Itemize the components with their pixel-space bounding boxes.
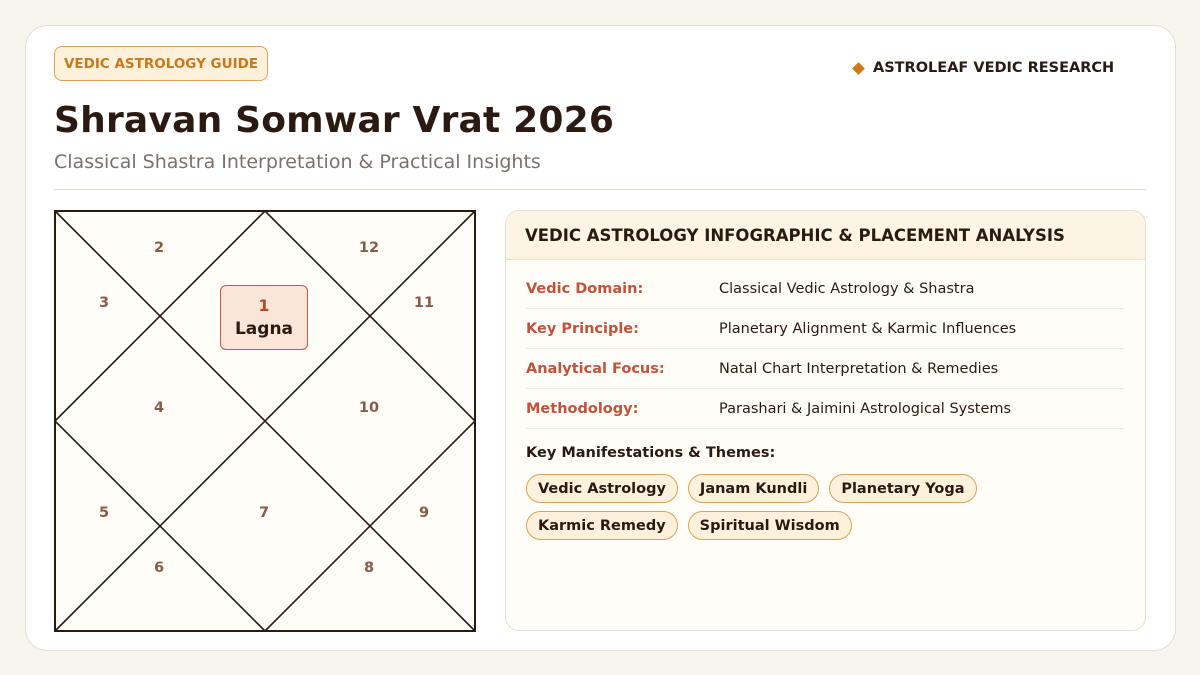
- house-3: 3: [98, 295, 110, 311]
- theme-pill: Spiritual Wisdom: [688, 511, 852, 540]
- house-6: 6: [153, 560, 165, 576]
- kundli-chart-lines: [54, 210, 476, 632]
- house-7: 7: [258, 505, 270, 521]
- row-value: Classical Vedic Astrology & Shastra: [719, 280, 975, 297]
- row-value: Planetary Alignment & Karmic Influences: [719, 320, 1017, 337]
- house-2: 2: [153, 240, 165, 256]
- house-1-number: 1: [258, 295, 270, 315]
- brand-text: ASTROLEAF VEDIC RESEARCH: [873, 60, 1115, 76]
- row-key: Vedic Domain:: [526, 280, 644, 297]
- kundli-chart: [54, 210, 476, 632]
- page-subtitle: Classical Shastra Interpretation & Practical Insights: [54, 151, 541, 173]
- theme-pill: Vedic Astrology: [526, 474, 678, 503]
- analysis-row: [526, 389, 1124, 429]
- analysis-rows: [526, 269, 1124, 429]
- row-value: Parashari & Jaimini Astrological Systems: [719, 400, 1012, 417]
- row-key: Key Principle:: [526, 320, 639, 337]
- analysis-panel: [505, 210, 1146, 631]
- theme-pill: Janam Kundli: [688, 474, 819, 503]
- header-divider: [54, 189, 1146, 190]
- house-4: 4: [153, 400, 165, 416]
- panel-title: VEDIC ASTROLOGY INFOGRAPHIC & PLACEMENT ANALYSIS: [506, 211, 1145, 260]
- house-12: 12: [358, 240, 380, 256]
- page-title: Shravan Somwar Vrat 2026: [54, 100, 615, 141]
- house-5: 5: [98, 505, 110, 521]
- analysis-row: [526, 269, 1124, 309]
- house-8: 8: [363, 560, 375, 576]
- themes-heading: Key Manifestations & Themes:: [526, 445, 776, 461]
- house-1-lagna: [220, 285, 308, 350]
- lagna-label: Lagna: [234, 318, 294, 339]
- theme-pills: [526, 474, 1126, 540]
- diamond-icon: [852, 62, 865, 75]
- row-value: Natal Chart Interpretation & Remedies: [719, 360, 999, 377]
- house-10: 10: [358, 400, 380, 416]
- analysis-row: [526, 309, 1124, 349]
- row-key: Analytical Focus:: [526, 360, 665, 377]
- house-9: 9: [418, 505, 430, 521]
- theme-pill: Planetary Yoga: [829, 474, 976, 503]
- row-key: Methodology:: [526, 400, 639, 417]
- house-11: 11: [413, 295, 435, 311]
- brand-label: [854, 58, 1114, 78]
- category-tag: VEDIC ASTROLOGY GUIDE: [54, 46, 268, 81]
- analysis-row: [526, 349, 1124, 389]
- theme-pill: Karmic Remedy: [526, 511, 678, 540]
